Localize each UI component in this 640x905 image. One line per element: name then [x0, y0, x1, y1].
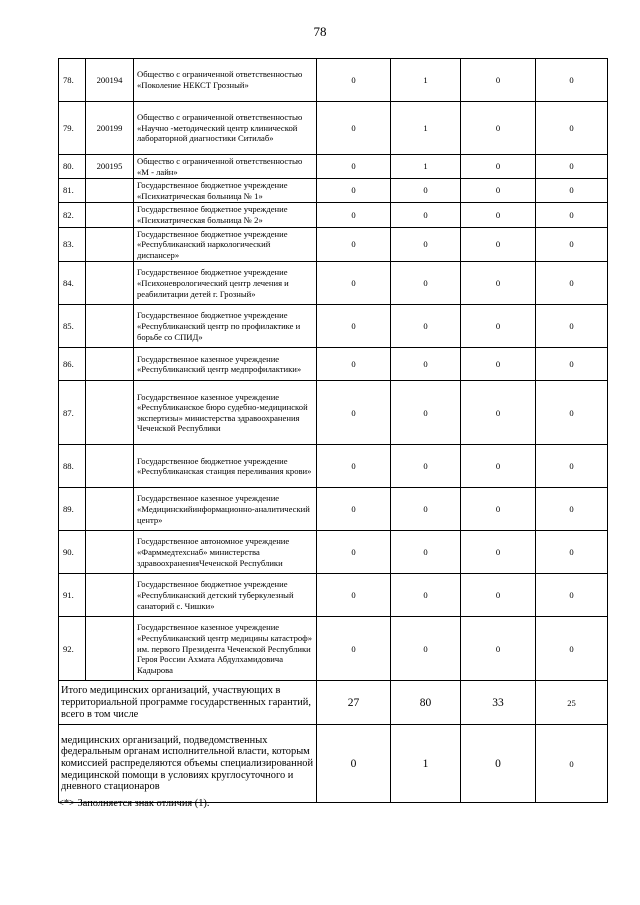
value-cell: 0 [461, 155, 536, 179]
table-row [59, 59, 608, 102]
row-code: 200195 [86, 155, 134, 179]
value-cell: 0 [317, 348, 391, 381]
value-cell: 0 [461, 348, 536, 381]
value-cell: 0 [391, 617, 461, 681]
organization-name: Государственное казенное учреждение «Республиканский центр медицины катастроф» им. первого Президента Чеченской Республики Героя России Ахмата Абдулхамидовича Кадырова [134, 617, 317, 681]
row-number: 88. [59, 445, 86, 488]
table-row [59, 348, 608, 381]
row-number: 80. [59, 155, 86, 179]
row-number: 81. [59, 179, 86, 203]
value-cell: 0 [461, 262, 536, 305]
value-cell: 0 [391, 488, 461, 531]
table-row [59, 381, 608, 445]
value-cell: 0 [461, 531, 536, 574]
row-number: 90. [59, 531, 86, 574]
value-cell: 0 [536, 574, 608, 617]
value-cell: 1 [391, 59, 461, 102]
value-cell: 0 [391, 262, 461, 305]
value-cell: 0 [536, 348, 608, 381]
row-code [86, 445, 134, 488]
value-cell: 0 [536, 445, 608, 488]
value-cell: 0 [391, 227, 461, 262]
value-cell: 0 [461, 381, 536, 445]
row-code [86, 227, 134, 262]
value-cell: 0 [317, 203, 391, 227]
row-code: 200199 [86, 102, 134, 155]
row-code [86, 574, 134, 617]
value-cell: 0 [391, 445, 461, 488]
value-cell: 0 [536, 617, 608, 681]
total-value-cell: 33 [461, 681, 536, 725]
page-number: 78 [313, 24, 327, 39]
value-cell: 0 [461, 203, 536, 227]
organization-name: Государственное бюджетное учреждение «Республиканская станция переливания крови» [134, 445, 317, 488]
row-number: 79. [59, 102, 86, 155]
table-row [59, 203, 608, 227]
total-value-cell: 0 [317, 725, 391, 803]
total-row [59, 681, 608, 725]
value-cell: 0 [536, 381, 608, 445]
value-cell: 0 [461, 227, 536, 262]
row-code [86, 617, 134, 681]
table-row [59, 445, 608, 488]
value-cell: 0 [536, 155, 608, 179]
value-cell: 0 [317, 531, 391, 574]
value-cell: 0 [536, 102, 608, 155]
row-code [86, 262, 134, 305]
value-cell: 0 [536, 203, 608, 227]
organization-name: Государственное бюджетное учреждение «Психоневрологический центр лечения и реабилитации детей г. Грозный» [134, 262, 317, 305]
value-cell: 0 [391, 305, 461, 348]
row-number: 89. [59, 488, 86, 531]
value-cell: 0 [317, 617, 391, 681]
table-row [59, 531, 608, 574]
value-cell: 0 [461, 305, 536, 348]
organization-name: Общество с ограниченной ответственностью «М - лайн» [134, 155, 317, 179]
total-value-cell: 25 [536, 681, 608, 725]
organization-name: Государственное казенное учреждение «Республиканское бюро судебно-медицинской экспертизы» министерства здравоохранения Чеченской Республики [134, 381, 317, 445]
value-cell: 0 [461, 488, 536, 531]
table-row [59, 155, 608, 179]
row-code [86, 348, 134, 381]
value-cell: 0 [461, 179, 536, 203]
value-cell: 0 [461, 617, 536, 681]
organization-name: Общество с ограниченной ответственностью «Поколение НЕКСТ Грозный» [134, 59, 317, 102]
value-cell: 0 [317, 227, 391, 262]
row-code [86, 381, 134, 445]
value-cell: 0 [317, 305, 391, 348]
table-row [59, 488, 608, 531]
value-cell: 0 [317, 102, 391, 155]
row-number: 82. [59, 203, 86, 227]
row-number: 84. [59, 262, 86, 305]
total-value-cell: 80 [391, 681, 461, 725]
row-code [86, 488, 134, 531]
value-cell: 0 [317, 381, 391, 445]
row-number: 91. [59, 574, 86, 617]
total-value-cell: 0 [461, 725, 536, 803]
total-label: медицинских организаций, подведомственных федеральным органам исполнительной власти, которым комиссией распределяются объемы специализированной медицинской помощи в условиях круглосуточного и дневного стационаров [59, 725, 317, 803]
value-cell: 0 [536, 227, 608, 262]
organization-name: Государственное бюджетное учреждение «Психиатрическая больница № 2» [134, 203, 317, 227]
row-code [86, 305, 134, 348]
value-cell: 0 [536, 262, 608, 305]
footnote: <*> Заполняется знак отличия (1). [58, 798, 210, 809]
value-cell: 0 [391, 574, 461, 617]
organization-name: Государственное бюджетное учреждение «Республиканский центр по профилактике и борьбе со СПИД» [134, 305, 317, 348]
row-code: 200194 [86, 59, 134, 102]
table-row [59, 305, 608, 348]
row-number: 83. [59, 227, 86, 262]
total-value-cell: 1 [391, 725, 461, 803]
value-cell: 1 [391, 155, 461, 179]
value-cell: 0 [391, 531, 461, 574]
value-cell: 0 [317, 59, 391, 102]
row-number: 87. [59, 381, 86, 445]
organization-name: Общество с ограниченной ответственностью «Научно -методический центр клинической лабораторной диагностики Ситилаб» [134, 102, 317, 155]
row-number: 85. [59, 305, 86, 348]
organization-name: Государственное казенное учреждение «Медицинскийинформационно-аналитический центр» [134, 488, 317, 531]
row-number: 86. [59, 348, 86, 381]
row-code [86, 179, 134, 203]
value-cell: 0 [317, 262, 391, 305]
value-cell: 0 [536, 488, 608, 531]
value-cell: 0 [391, 381, 461, 445]
value-cell: 0 [461, 59, 536, 102]
organization-name: Государственное бюджетное учреждение «Республиканский наркологический диспансер» [134, 227, 317, 262]
table-row [59, 102, 608, 155]
total-value-cell: 27 [317, 681, 391, 725]
total-row [59, 725, 608, 803]
value-cell: 0 [391, 179, 461, 203]
value-cell: 0 [391, 348, 461, 381]
value-cell: 0 [317, 445, 391, 488]
table-row [59, 262, 608, 305]
table-row [59, 179, 608, 203]
organization-name: Государственное казенное учреждение «Республиканский центр медпрофилактики» [134, 348, 317, 381]
organizations-table [58, 58, 608, 803]
value-cell: 0 [536, 305, 608, 348]
value-cell: 1 [391, 102, 461, 155]
row-number: 92. [59, 617, 86, 681]
row-code [86, 203, 134, 227]
total-value-cell: 0 [536, 725, 608, 803]
value-cell: 0 [536, 531, 608, 574]
total-label: Итого медицинских организаций, участвующих в территориальной программе государственных гарантий, всего в том числе [59, 681, 317, 725]
row-number: 78. [59, 59, 86, 102]
value-cell: 0 [317, 488, 391, 531]
value-cell: 0 [391, 203, 461, 227]
organization-name: Государственное автономное учреждение «Фарммедтехснаб» министерства здравоохраненияЧеченской Республики [134, 531, 317, 574]
row-code [86, 531, 134, 574]
table-row [59, 227, 608, 262]
table-row [59, 574, 608, 617]
value-cell: 0 [317, 574, 391, 617]
organization-name: Государственное бюджетное учреждение «Республиканский детский туберкулезный санаторий с. Чишки» [134, 574, 317, 617]
value-cell: 0 [461, 102, 536, 155]
table-row [59, 617, 608, 681]
value-cell: 0 [461, 574, 536, 617]
value-cell: 0 [317, 179, 391, 203]
organization-name: Государственное бюджетное учреждение «Психиатрическая больница № 1» [134, 179, 317, 203]
value-cell: 0 [536, 59, 608, 102]
value-cell: 0 [317, 155, 391, 179]
value-cell: 0 [461, 445, 536, 488]
value-cell: 0 [536, 179, 608, 203]
